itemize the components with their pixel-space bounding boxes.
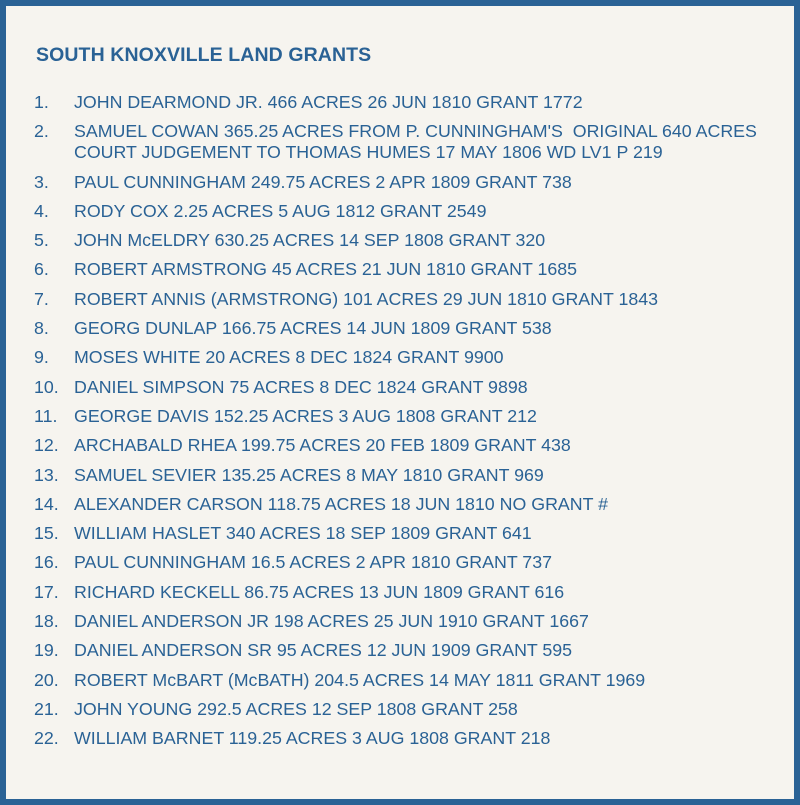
- grant-text: ROBERT ANNIS (ARMSTRONG) 101 ACRES 29 JUN 1810 GRANT 1843: [74, 288, 659, 309]
- grant-text: ROBERT McBART (McBATH) 204.5 ACRES 14 MAY 1811 GRANT 1969: [74, 669, 646, 690]
- grant-text: RICHARD KECKELL 86.75 ACRES 13 JUN 1809 GRANT 616: [74, 581, 565, 602]
- grant-number: 19.: [34, 640, 59, 661]
- grant-list-item: [34, 640, 794, 661]
- grant-list-item: [34, 92, 794, 113]
- grant-number: 10.: [34, 376, 59, 397]
- grant-list-item: [34, 172, 794, 193]
- grant-text: JOHN YOUNG 292.5 ACRES 12 SEP 1808 GRANT 258: [74, 698, 518, 719]
- grant-number: 1.: [34, 92, 49, 112]
- grant-list-item: [34, 670, 794, 691]
- grant-number: 17.: [34, 581, 59, 602]
- grant-number: 2.: [34, 121, 49, 142]
- grant-list-item: [34, 201, 794, 222]
- grant-list-item: [34, 494, 794, 515]
- grant-number: 16.: [34, 552, 59, 573]
- grant-list-item: [34, 523, 794, 544]
- grant-number: 18.: [34, 611, 59, 632]
- grant-text: JOHN DEARMOND JR. 466 ACRES 26 JUN 1810 GRANT 1772: [74, 92, 583, 112]
- grant-number: 11.: [34, 405, 58, 426]
- grant-number: 9.: [34, 347, 49, 368]
- grant-list: [34, 92, 794, 758]
- grant-text: ALEXANDER CARSON 118.75 ACRES 18 JUN 1810 NO GRANT #: [74, 493, 608, 514]
- grant-text: SAMUEL COWAN 365.25 ACRES FROM P. CUNNINGHAM'S ORIGINAL 640 ACRES COURT JUDGEMENT TO THOMAS HUMES 17 MAY 1806 WD LV1 P 219: [74, 121, 767, 163]
- grant-text: ARCHABALD RHEA 199.75 ACRES 20 FEB 1809 GRANT 438: [74, 435, 571, 456]
- grant-text: DANIEL ANDERSON SR 95 ACRES 12 JUN 1909 GRANT 595: [74, 640, 573, 661]
- grant-text: PAUL CUNNINGHAM 16.5 ACRES 2 APR 1810 GRANT 737: [74, 552, 552, 573]
- grant-number: 5.: [34, 230, 49, 251]
- grant-number: 7.: [34, 288, 49, 309]
- page-title: SOUTH KNOXVILLE LAND GRANTS: [36, 44, 372, 66]
- grant-list-item: [34, 347, 794, 368]
- grant-text: WILLIAM HASLET 340 ACRES 18 SEP 1809 GRANT 641: [74, 523, 532, 544]
- grant-number: 22.: [34, 728, 59, 749]
- grant-number: 15.: [34, 523, 59, 544]
- grant-list-item: [34, 552, 794, 573]
- grant-list-item: [34, 230, 794, 251]
- grant-text: GEORG DUNLAP 166.75 ACRES 14 JUN 1809 GRANT 538: [74, 318, 552, 339]
- grant-text: SAMUEL SEVIER 135.25 ACRES 8 MAY 1810 GRANT 969: [74, 464, 544, 485]
- grant-text: PAUL CUNNINGHAM 249.75 ACRES 2 APR 1809 GRANT 738: [74, 171, 572, 192]
- grant-text: JOHN McELDRY 630.25 ACRES 14 SEP 1808 GRANT 320: [74, 230, 546, 251]
- grant-list-item: [34, 582, 794, 603]
- grant-number: 3.: [34, 171, 49, 192]
- grant-text: DANIEL ANDERSON JR 198 ACRES 25 JUN 1910 GRANT 1667: [74, 611, 589, 632]
- grant-text: RODY COX 2.25 ACRES 5 AUG 1812 GRANT 2549: [74, 200, 487, 221]
- grant-list-item: [34, 435, 794, 456]
- grant-list-item: [34, 465, 794, 486]
- grant-text: MOSES WHITE 20 ACRES 8 DEC 1824 GRANT 9900: [74, 347, 504, 368]
- grant-text: WILLIAM BARNET 119.25 ACRES 3 AUG 1808 GRANT 218: [74, 728, 551, 749]
- grant-text: ROBERT ARMSTRONG 45 ACRES 21 JUN 1810 GRANT 1685: [74, 259, 578, 280]
- grant-text: DANIEL SIMPSON 75 ACRES 8 DEC 1824 GRANT 9898: [74, 376, 528, 397]
- grant-number: 4.: [34, 200, 49, 221]
- grant-number: 20.: [34, 669, 59, 690]
- grant-number: 6.: [34, 259, 49, 280]
- grant-list-item: [34, 318, 794, 339]
- grant-number: 14.: [34, 493, 59, 514]
- grant-list-item: [34, 121, 794, 163]
- grant-number: 13.: [34, 464, 59, 485]
- grant-list-item: [34, 289, 794, 310]
- grant-list-item: [34, 377, 794, 398]
- grant-number: 12.: [34, 435, 59, 456]
- grant-list-item: [34, 611, 794, 632]
- grant-list-item: [34, 406, 794, 427]
- grant-number: 21.: [34, 698, 59, 719]
- grant-list-item: [34, 699, 794, 720]
- grant-list-item: [34, 728, 794, 749]
- grant-number: 8.: [34, 318, 49, 339]
- grant-text: GEORGE DAVIS 152.25 ACRES 3 AUG 1808 GRANT 212: [74, 405, 537, 426]
- grant-list-item: [34, 259, 794, 280]
